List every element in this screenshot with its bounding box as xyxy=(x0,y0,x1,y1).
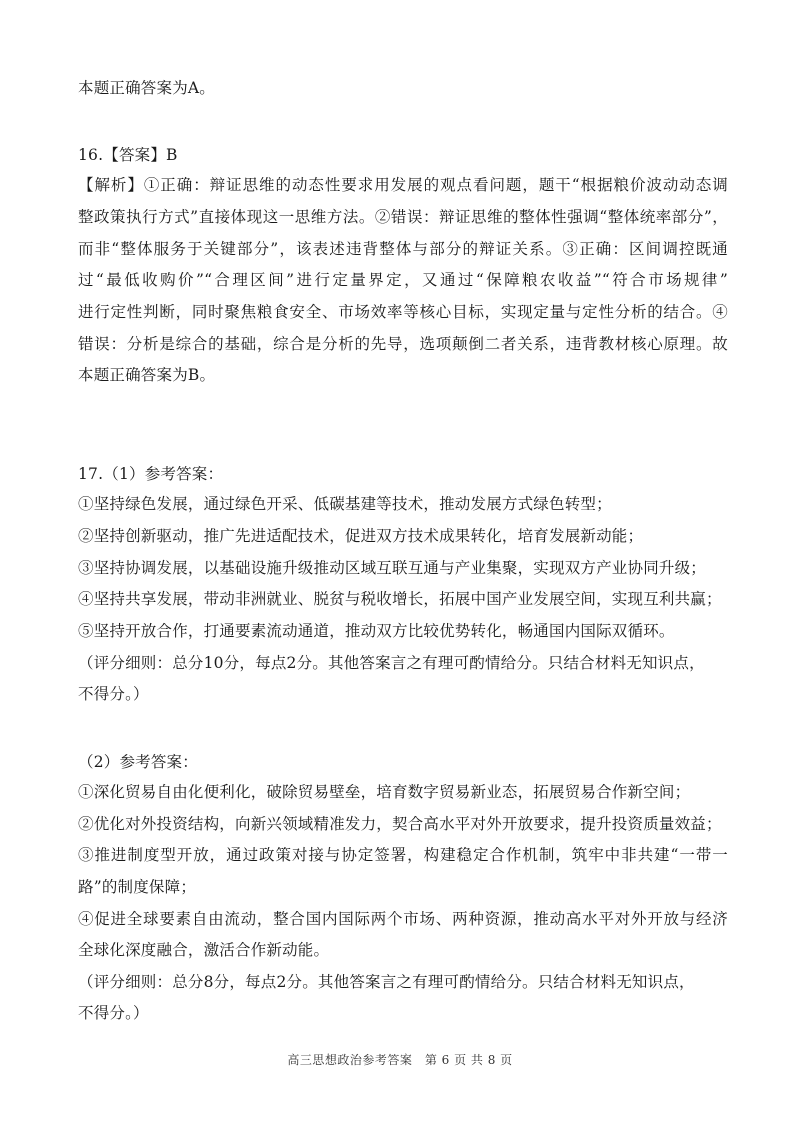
q17-part1-point: ①坚持绿色发展，通过绿色开采、低碳基建等技术，推动发展方式绿色转型； xyxy=(78,495,612,513)
q16-analysis-line: 过“最低收购价”“合理区间”进行定量界定，又通过“保障粮农收益”“符合市场规律” xyxy=(78,271,728,289)
q16-answer: 16.【答案】B xyxy=(78,146,178,164)
q17-part1-scoring: 不得分。） xyxy=(78,685,149,703)
q17-part1-point: ⑤坚持开放合作，打通要素流动通道，推动双方比较优势转化，畅通国内国际双循环。 xyxy=(78,622,675,640)
q17-part2-heading: （2）参考答案： xyxy=(78,753,198,771)
page-footer: 高三思想政治参考答案 第 6 页 共 8 页 xyxy=(287,1053,513,1067)
q16-analysis-line: 而非“整体服务于关键部分”，该表述违背整体与部分的辩证关系。③正确：区间调控既通 xyxy=(78,240,728,258)
q17-part2-point: 全球化深度融合，激活合作新动能。 xyxy=(78,941,330,959)
q17-part1-point: ②坚持创新驱动，推广先进适配技术，促进双方技术成果转化，培育发展新动能； xyxy=(78,527,644,545)
q17-part2-point: ②优化对外投资结构，向新兴领域精准发力，契合高水平对外开放要求，提升投资质量效益； xyxy=(78,815,722,833)
q16-analysis-line: 错误：分析是综合的基础，综合是分析的先导，选项颠倒二者关系，违背教材核心原理。故 xyxy=(78,335,728,353)
q17-part1-point: ④坚持共享发展，带动非洲就业、脱贫与税收增长，拓展中国产业发展空间，实现互利共赢； xyxy=(78,590,722,608)
q17-part2-point: ④促进全球要素自由流动，整合国内国际两个市场、两种资源，推动高水平对外开放与经济 xyxy=(78,910,728,928)
q17-part2-point: ③推进制度型开放，通过政策对接与协定签署，构建稳定合作机制，筑牢中非共建“一带一 xyxy=(78,846,728,864)
q16-analysis-line: 【解析】①正确：辩证思维的动态性要求用发展的观点看问题，题干“根据粮价波动动态调 xyxy=(78,176,728,194)
q15-conclusion: 本题正确答案为A。 xyxy=(78,79,215,97)
q17-part1-scoring: （评分细则：总分10分，每点2分。其他答案言之有理可酌情给分。只结合材料无知识点， xyxy=(78,654,705,672)
q16-analysis-line: 整政策执行方式”直接体现这一思维方法。②错误：辩证思维的整体性强调“整体统率部分”， xyxy=(78,208,728,226)
q17-part2-scoring: （评分细则：总分8分，每点2分。其他答案言之有理可酌情给分。只结合材料无知识点， xyxy=(78,973,695,991)
q17-part2-scoring: 不得分。） xyxy=(78,1004,149,1022)
q17-part2-point: ①深化贸易自由化便利化，破除贸易壁垒，培育数字贸易新业态，拓展贸易合作新空间； xyxy=(78,783,691,801)
q17-part1-point: ③坚持协调发展，以基础设施升级推动区域互联互通与产业集聚，实现双方产业协同升级； xyxy=(78,559,707,577)
q17-part1-heading: 17.（1）参考答案： xyxy=(78,465,224,483)
q17-part2-point: 路”的制度保障； xyxy=(78,878,197,896)
q16-analysis-line: 进行定性判断，同时聚焦粮食安全、市场效率等核心目标，实现定量与定性分析的结合。④ xyxy=(78,303,728,321)
q16-conclusion: 本题正确答案为B。 xyxy=(78,366,216,384)
